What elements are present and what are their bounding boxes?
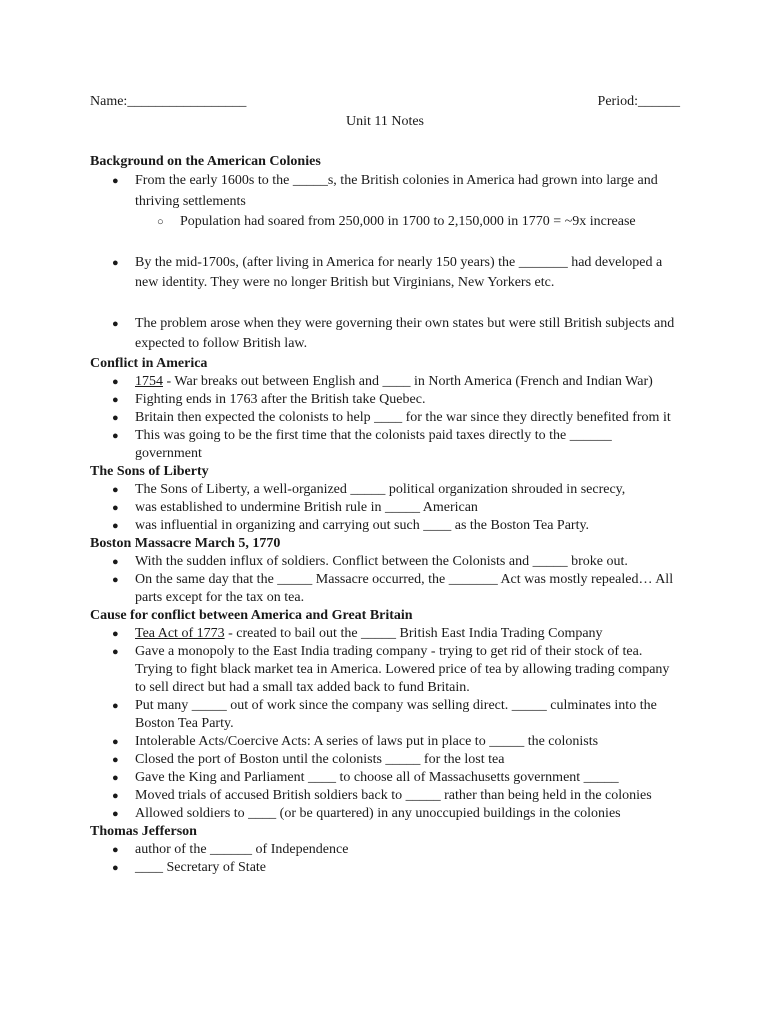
list-item: ● 1754 - War breaks out between English and ____ in North America (French and Indian War): [112, 373, 653, 389]
massacre-list: [90, 553, 680, 607]
list-item: ● By the mid-1700s, (after living in America for nearly 150 years) the _______ had developed a new identity. They were no longer British but Virginians, New Yorkers etc.: [112, 254, 663, 290]
bullet-icon: ●: [112, 645, 119, 658]
page-title: Unit 11 Notes: [345, 114, 425, 129]
section-heading-background: Background on the American Colonies: [90, 154, 321, 169]
list-item: ● From the early 1600s to the _____s, the British colonies in America had grown into large and thriving settlements ○ Population had soared from 250,000 in 1700 to 2,150,000 in 1770 = ~9x increase: [90, 171, 680, 233]
bullet-icon: ●: [112, 393, 119, 406]
bullet-icon: ●: [112, 483, 119, 496]
bullet-icon: ●: [112, 843, 119, 856]
bullet-icon: ●: [112, 627, 119, 640]
list-item: ● Tea Act of 1773 - created to bail out the _____ British East India Trading Company: [112, 625, 603, 641]
bullet-icon: ●: [112, 317, 119, 330]
name-field: Name:_________________: [90, 94, 247, 109]
bullet-icon: ●: [112, 175, 119, 187]
list-item: ● This was going to be the first time that the colonists paid taxes directly to the ______ government: [112, 427, 612, 461]
list-item: ● The Sons of Liberty, a well-organized _____ political organization shrouded in secrecy,: [112, 481, 626, 497]
bullet-icon: ●: [112, 789, 119, 802]
background-list-3: [90, 314, 680, 355]
section-heading-sons-of-liberty: The Sons of Liberty: [90, 463, 209, 479]
bullet-icon: ●: [112, 501, 119, 514]
section-heading-jefferson: Thomas Jefferson: [90, 823, 197, 839]
list-item: ● Gave a monopoly to the East India trading company - trying to get rid of their stock of tea. Trying to fight black market tea in America. Lowered price of tea by allowing trading company to sell direct but had a small tax added back to fund Britain.: [112, 643, 670, 695]
sub-list: [135, 212, 680, 233]
bullet-icon: ●: [112, 375, 119, 388]
bullet-icon: ●: [112, 519, 119, 532]
list-item: ● Fighting ends in 1763 after the British take Quebec.: [112, 391, 426, 407]
list-item: ● author of the ______ of Independence: [112, 841, 349, 857]
list-item: ● With the sudden influx of soldiers. Conflict between the Colonists and _____ broke out.: [112, 553, 628, 569]
bullet-icon: ●: [112, 861, 119, 874]
bullet-icon: ●: [112, 807, 119, 820]
section-heading-boston-massacre: Boston Massacre March 5, 1770: [90, 535, 281, 551]
cause-list: [90, 625, 680, 823]
bullet-icon: ●: [112, 429, 119, 442]
section-heading-cause: Cause for conflict between America and Great Britain: [90, 607, 413, 623]
section-heading-conflict: Conflict in America: [90, 355, 208, 371]
sub-list-item: ○ Population had soared from 250,000 in 1700 to 2,150,000 in 1770 = ~9x increase: [135, 212, 680, 233]
background-list: [90, 171, 680, 233]
list-item: ● was influential in organizing and carrying out such ____ as the Boston Tea Party.: [112, 517, 590, 533]
sons-list: [90, 481, 680, 535]
notes-page: [90, 92, 680, 877]
list-item: ● On the same day that the _____ Massacre occurred, the _______ Act was mostly repealed… All parts except for the tax on tea.: [112, 571, 674, 605]
list-item: ● ____ Secretary of State: [112, 859, 267, 875]
bullet-icon: ●: [112, 411, 119, 424]
bullet-icon: ●: [112, 699, 119, 712]
circle-bullet-icon: ○: [157, 216, 164, 228]
bullet-icon: ●: [112, 753, 119, 766]
list-item: ● Britain then expected the colonists to help ____ for the war since they directly benefited from it: [112, 409, 671, 425]
bullet-icon: ●: [112, 256, 119, 269]
bullet-icon: ●: [112, 555, 119, 568]
conflict-list: [90, 373, 680, 463]
list-item: ● Moved trials of accused British soldiers back to _____ rather than being held in the colonies: [112, 787, 652, 803]
background-list-2: [90, 253, 680, 294]
list-item: ● was established to undermine British rule in _____ American: [112, 499, 478, 515]
jefferson-list: [90, 841, 680, 877]
header-row: [90, 92, 680, 112]
bullet-icon: ●: [112, 771, 119, 784]
bullet-icon: ●: [112, 735, 119, 748]
list-item: ● The problem arose when they were governing their own states but were still British subjects and expected to follow British law.: [112, 315, 675, 351]
list-item: ● Allowed soldiers to ____ (or be quartered) in any unoccupied buildings in the colonies: [112, 805, 621, 821]
bullet-icon: ●: [112, 573, 119, 586]
list-item: ● Intolerable Acts/Coercive Acts: A series of laws put in place to _____ the colonists: [112, 733, 599, 749]
list-item: ● Closed the port of Boston until the colonists _____ for the lost tea: [112, 751, 505, 767]
period-field: Period:______: [597, 94, 680, 109]
list-item: ● Gave the King and Parliament ____ to choose all of Massachusetts government _____: [112, 769, 619, 785]
list-item: ● Put many _____ out of work since the company was selling direct. _____ culminates into the Boston Tea Party.: [112, 697, 657, 731]
